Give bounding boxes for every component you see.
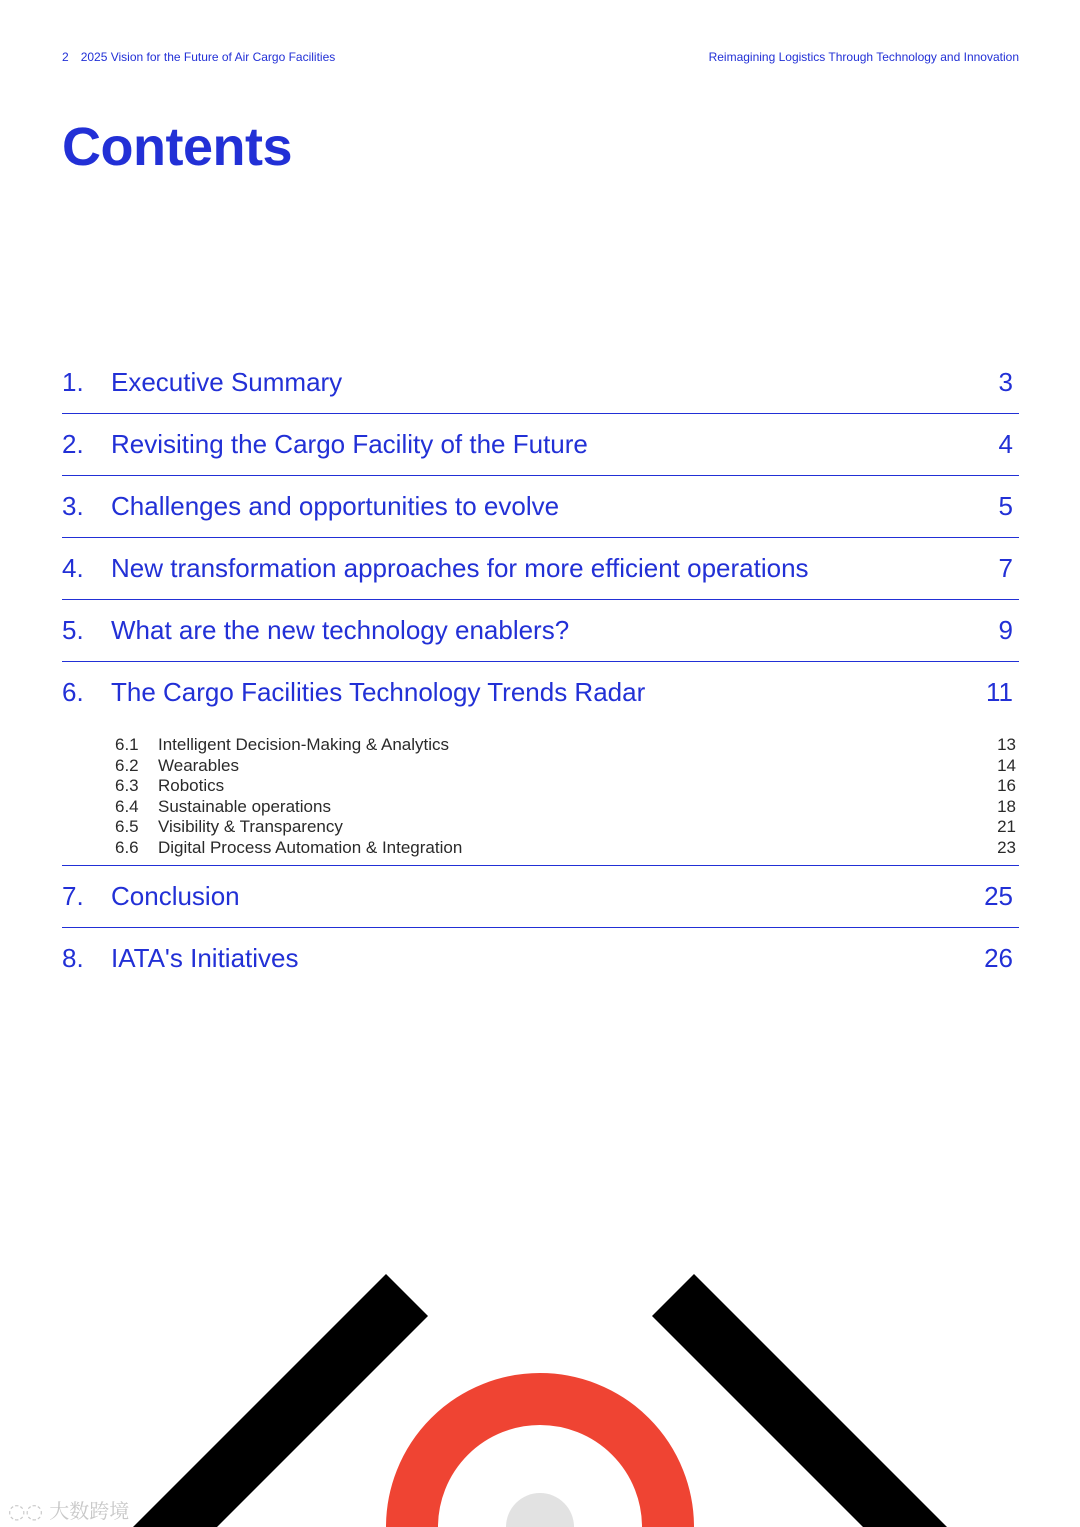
header-page-number: 2	[62, 50, 69, 64]
page-title: Contents	[62, 117, 292, 177]
header-left	[62, 50, 335, 64]
toc-subentry-6-5[interactable]	[115, 817, 1016, 838]
toc-entry-label: The Cargo Facilities Technology Trends Radar	[111, 677, 646, 707]
toc-entry-page: 25	[984, 881, 1013, 911]
left-black-stripe	[133, 1274, 428, 1527]
toc-entry-label: New transformation approaches for more efficient operations	[111, 553, 809, 583]
toc-entry-label: What are the new technology enablers?	[111, 615, 570, 645]
toc-subentry-label: Sustainable operations	[158, 796, 331, 816]
toc-entry-label: IATA's Initiatives	[111, 943, 299, 973]
toc-entry-5[interactable]	[62, 600, 1019, 662]
toc-entry-7[interactable]	[62, 866, 1019, 928]
toc-entry-page: 7	[998, 553, 1013, 583]
toc-subentry-label: Intelligent Decision-Making & Analytics	[158, 735, 450, 754]
toc-entry-label: Revisiting the Cargo Facility of the Future	[111, 429, 588, 459]
header-section-title: Reimagining Logistics Through Technology and Innovation	[708, 50, 1019, 64]
toc-subentry-label: Visibility & Transparency	[158, 817, 343, 837]
toc-entry-number: 3.	[62, 491, 84, 521]
toc-subentry-label: Robotics	[158, 776, 225, 796]
toc-subentry-number: 6.5	[115, 817, 139, 837]
toc-entry-number: 2.	[62, 429, 84, 459]
toc-entry-6[interactable]	[62, 662, 1019, 866]
toc-entry-label: Executive Summary	[111, 367, 343, 397]
toc-entry-label: Challenges and opportunities to evolve	[111, 491, 560, 521]
toc-subentry-6-3[interactable]	[115, 776, 1016, 797]
toc-subentry-number: 6.2	[115, 755, 139, 775]
decorative-artwork	[0, 1240, 1080, 1527]
toc-subentry-number: 6.6	[115, 837, 139, 857]
toc-entry-page: 9	[998, 615, 1013, 645]
toc-subentry-page: 13	[997, 735, 1016, 754]
toc-entry-2[interactable]	[62, 414, 1019, 476]
toc-entry-page: 3	[998, 367, 1013, 397]
header-document-title: 2025 Vision for the Future of Air Cargo Facilities	[80, 50, 336, 64]
toc-subsection-list	[115, 735, 1016, 859]
toc-entry-page: 26	[984, 943, 1013, 973]
toc-subentry-label: Digital Process Automation & Integration	[158, 837, 463, 857]
toc-subentry-6-1[interactable]	[115, 735, 1016, 756]
toc-entry-4[interactable]	[62, 538, 1019, 600]
toc-entry-number: 5.	[62, 615, 84, 645]
toc-entry-page: 5	[998, 491, 1013, 521]
toc-subentry-number: 6.3	[115, 776, 139, 796]
toc-entry-8[interactable]	[62, 928, 1019, 989]
toc-entry-number: 4.	[62, 553, 84, 583]
toc-subentry-6-6[interactable]	[115, 838, 1016, 859]
watermark-icon: ◌◌	[8, 1499, 43, 1523]
toc-entry-number: 7.	[62, 881, 84, 911]
table-of-contents	[62, 352, 1019, 989]
toc-subentry-page: 16	[997, 776, 1016, 796]
toc-subentry-6-2[interactable]	[115, 756, 1016, 777]
grey-center-circle	[506, 1493, 574, 1527]
toc-subentry-page: 21	[997, 817, 1016, 837]
watermark-logo	[8, 1495, 129, 1521]
right-black-stripe	[652, 1274, 947, 1527]
toc-entry-label: Conclusion	[111, 881, 240, 911]
toc-entry-number: 1.	[62, 367, 84, 397]
toc-subentry-label: Wearables	[158, 755, 239, 775]
toc-subentry-page: 18	[997, 796, 1016, 816]
toc-subentry-page: 14	[997, 755, 1016, 775]
toc-entry-page: 11	[986, 677, 1013, 707]
toc-entry-number: 6.	[62, 677, 84, 707]
toc-entry-1[interactable]	[62, 352, 1019, 414]
page-header	[62, 50, 1019, 66]
toc-subentry-number: 6.1	[115, 735, 139, 754]
toc-subentry-page: 23	[997, 837, 1016, 857]
toc-entry-number: 8.	[62, 943, 84, 973]
toc-subentry-number: 6.4	[115, 796, 139, 816]
toc-subentry-6-4[interactable]	[115, 797, 1016, 818]
toc-entry-3[interactable]	[62, 476, 1019, 538]
watermark-text: 大数跨境	[49, 1499, 130, 1523]
toc-entry-page: 4	[998, 429, 1013, 459]
